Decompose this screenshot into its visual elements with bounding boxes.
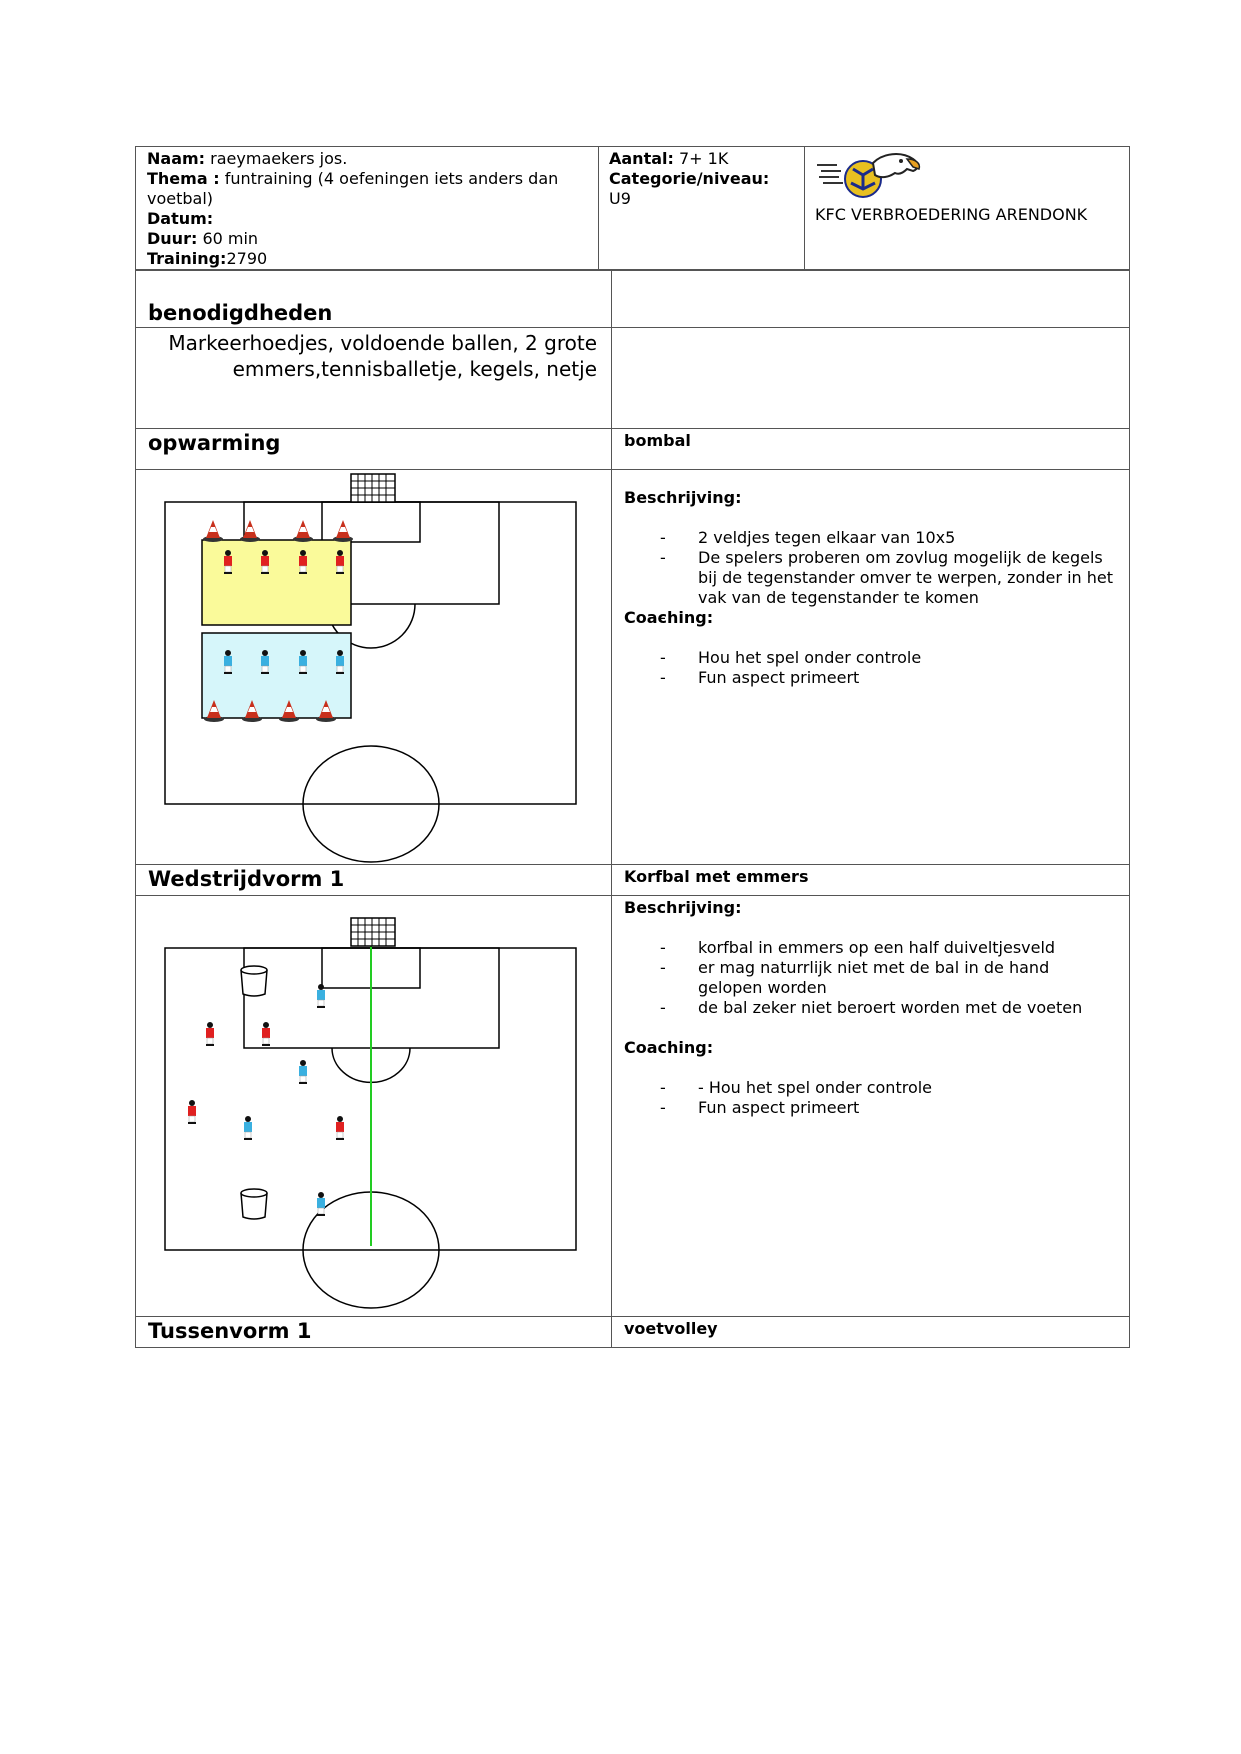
opwarming-beschrijving-label: Beschrijving: <box>624 488 742 507</box>
wedstrijdvorm-exercise-name: Korfbal met emmers <box>612 865 1130 896</box>
blue-player-icon <box>299 1060 307 1084</box>
blue-player-icon <box>336 650 344 674</box>
thema-value: funtraining (4 oefeningen iets anders dan voetbal) <box>147 169 559 208</box>
tussenvorm-exercise-name: voetvolley <box>612 1317 1130 1348</box>
list-item: - er mag naturrlijk niet met de bal in de hand gelopen worden <box>624 958 1117 998</box>
goal-net-icon <box>351 474 395 502</box>
club-eagle-logo-icon <box>815 149 925 207</box>
header-table <box>135 146 1130 270</box>
red-player-icon <box>336 550 344 574</box>
opwarming-coaching-list <box>624 648 1117 688</box>
tussenvorm-title: Tussenvorm 1 <box>136 1317 612 1348</box>
list-item: - Hou het spel onder controle <box>624 648 1117 668</box>
opwarming-description <box>612 470 1130 865</box>
blue-player-icon <box>317 1192 325 1216</box>
materials-empty-cell <box>612 328 1130 429</box>
blue-player-icon <box>261 650 269 674</box>
red-player-icon <box>206 1022 214 1046</box>
header-club-cell <box>805 147 1130 270</box>
benodigdheden-empty-cell <box>612 271 1130 328</box>
training-sheet <box>135 146 1130 1348</box>
opwarming-diagram-cell <box>136 470 612 865</box>
red-player-icon <box>224 550 232 574</box>
naam-label: Naam: <box>147 149 206 168</box>
opwarming-exercise-name: bombal <box>612 429 1130 470</box>
wedstrijdvorm-description <box>612 896 1130 1317</box>
list-item: - 2 veldjes tegen elkaar van 10x5 <box>624 528 1117 548</box>
thema-label: Thema : <box>147 169 220 188</box>
red-player-icon <box>188 1100 196 1124</box>
red-player-icon <box>261 550 269 574</box>
bucket-icon <box>241 966 267 996</box>
opwarming-beschrijving-list <box>624 528 1117 608</box>
club-name: KFC VERBROEDERING ARENDONK <box>815 205 1088 224</box>
naam-value: raeymaekers jos. <box>210 149 348 168</box>
goal-net-icon <box>351 918 395 946</box>
yellow-zone <box>202 540 351 625</box>
wedstrijdvorm-field-diagram <box>136 896 612 1316</box>
aantal-label: Aantal: <box>609 149 674 168</box>
cone-icon <box>333 520 353 542</box>
training-label: Training: <box>147 249 227 268</box>
training-value: 2790 <box>226 249 268 268</box>
list-item: - korfbal in emmers op een half duiveltjesveld <box>624 938 1117 958</box>
duur-value: 60 min <box>202 229 259 248</box>
red-player-icon <box>336 1116 344 1140</box>
categorie-value: U9 <box>609 189 631 208</box>
wedstrijdvorm-coaching-list <box>624 1078 1117 1118</box>
blue-player-icon <box>244 1116 252 1140</box>
aantal-value: 7+ 1K <box>679 149 729 168</box>
blue-player-icon <box>317 984 325 1008</box>
benodigdheden-title: benodigdheden <box>136 271 612 328</box>
categorie-label: Categorie/niveau: <box>609 169 770 188</box>
opwarming-field-diagram <box>136 470 612 864</box>
list-item: - - Hou het spel onder controle <box>624 1078 1117 1098</box>
blue-player-icon <box>299 650 307 674</box>
list-item: - de bal zeker niet beroert worden met de voeten <box>624 998 1117 1018</box>
materials-text: Markeerhoedjes, voldoende ballen, 2 grote emmers,tennisballetje, kegels, netje <box>136 328 612 429</box>
duur-label: Duur: <box>147 229 198 248</box>
blue-zone <box>202 633 351 718</box>
list-item: - Fun aspect primeert <box>624 1098 1117 1118</box>
wedstrijdvorm-diagram-cell <box>136 896 612 1317</box>
list-item: - Fun aspect primeert <box>624 668 1117 688</box>
wedstrijdvorm-beschrijving-list <box>624 938 1117 1018</box>
cone-icon <box>203 520 223 542</box>
list-item: - De spelers proberen om zovlug mogelijk de kegels bij de tegenstander omver te werpen, zonder in het vak van de tegenstander te komen <box>624 548 1117 608</box>
bucket-icon <box>241 1189 267 1219</box>
red-player-icon <box>299 550 307 574</box>
wedstrijdvorm-beschrijving-label: Beschrijving: <box>624 898 742 917</box>
datum-label: Datum: <box>147 209 214 228</box>
opwarming-coaching-label: Coaching: <box>624 608 714 627</box>
cone-icon <box>293 520 313 542</box>
red-player-icon <box>262 1022 270 1046</box>
blue-player-icon <box>224 650 232 674</box>
header-team-cell <box>599 147 805 270</box>
cone-icon <box>240 520 260 542</box>
opwarming-title: opwarming <box>136 429 612 470</box>
header-info-cell <box>136 147 599 270</box>
exercise-table <box>135 270 1130 1348</box>
wedstrijdvorm-title: Wedstrijdvorm 1 <box>136 865 612 896</box>
wedstrijdvorm-coaching-label: Coaching: <box>624 1038 714 1057</box>
goal-area <box>322 502 420 542</box>
